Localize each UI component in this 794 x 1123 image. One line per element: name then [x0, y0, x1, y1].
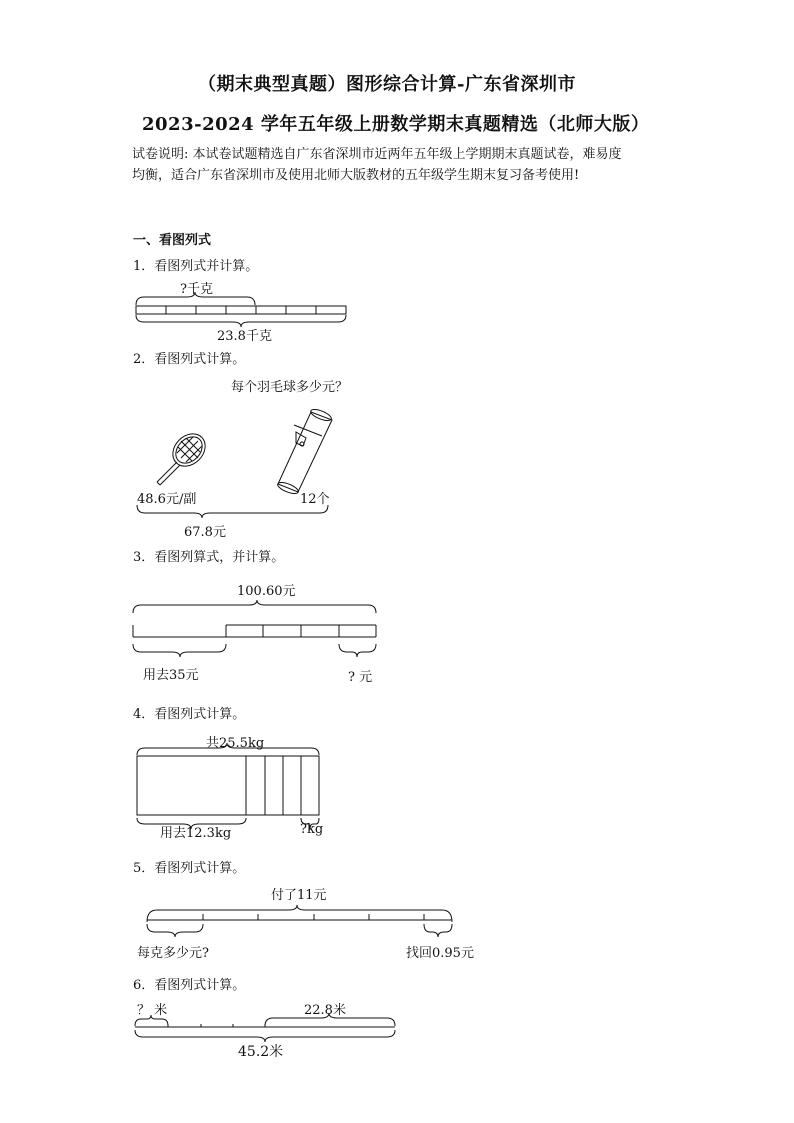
- q5-per-gram: 每克多少元?: [137, 946, 209, 961]
- title-line-1: （期末典型真题）图形综合计算-广东省深圳市: [198, 74, 576, 95]
- q4-unknown: ?kg: [300, 822, 324, 837]
- q5-paid: 付了11元: [271, 888, 327, 903]
- q4-total: 共25.5kg: [206, 736, 265, 751]
- question-3: 3．看图列算式，并计算。: [133, 550, 285, 565]
- q2-total: 67.8元: [184, 525, 226, 540]
- question-2: 2．看图列式计算。: [133, 352, 246, 367]
- question-6: 6．看图列式计算。: [133, 978, 246, 993]
- q1-bottom-label: 23.8千克: [217, 329, 272, 344]
- q2-racket-price: 48.6元/副: [137, 492, 197, 507]
- q6-total: 45.2米: [238, 1044, 284, 1060]
- q3-used: 用去35元: [143, 668, 199, 683]
- instruction-line-1: 试卷说明: 本试卷试题精选自广东省深圳市近两年五年级上学期期末真题试卷，难易度: [132, 147, 622, 162]
- q6-part: 22.8米: [304, 1003, 346, 1018]
- q1-top-label: ?千克: [180, 282, 213, 297]
- title-line-2: 2023-2024 学年五年级上册数学期末真题精选（北师大版）: [142, 114, 650, 135]
- q2-question: 每个羽毛球多少元？: [231, 380, 349, 395]
- q4-used: 用去12.3kg: [160, 826, 232, 841]
- question-5: 5．看图列式计算。: [133, 861, 246, 876]
- q5-change: 找回0.95元: [406, 946, 474, 961]
- q6-unknown: ？ 米: [137, 1003, 168, 1018]
- q3-unknown: ? 元: [348, 670, 373, 685]
- section-heading: 一、看图列式: [133, 233, 212, 248]
- question-4: 4．看图列式计算。: [133, 707, 246, 722]
- question-1: 1．看图列式并计算。: [133, 259, 259, 274]
- instruction-line-2: 均衡，适合广东省深圳市及使用北师大版教材的五年级学生期末复习备考使用!: [132, 168, 580, 183]
- q3-total: 100.60元: [237, 584, 296, 599]
- q2-count: 12个: [300, 492, 330, 507]
